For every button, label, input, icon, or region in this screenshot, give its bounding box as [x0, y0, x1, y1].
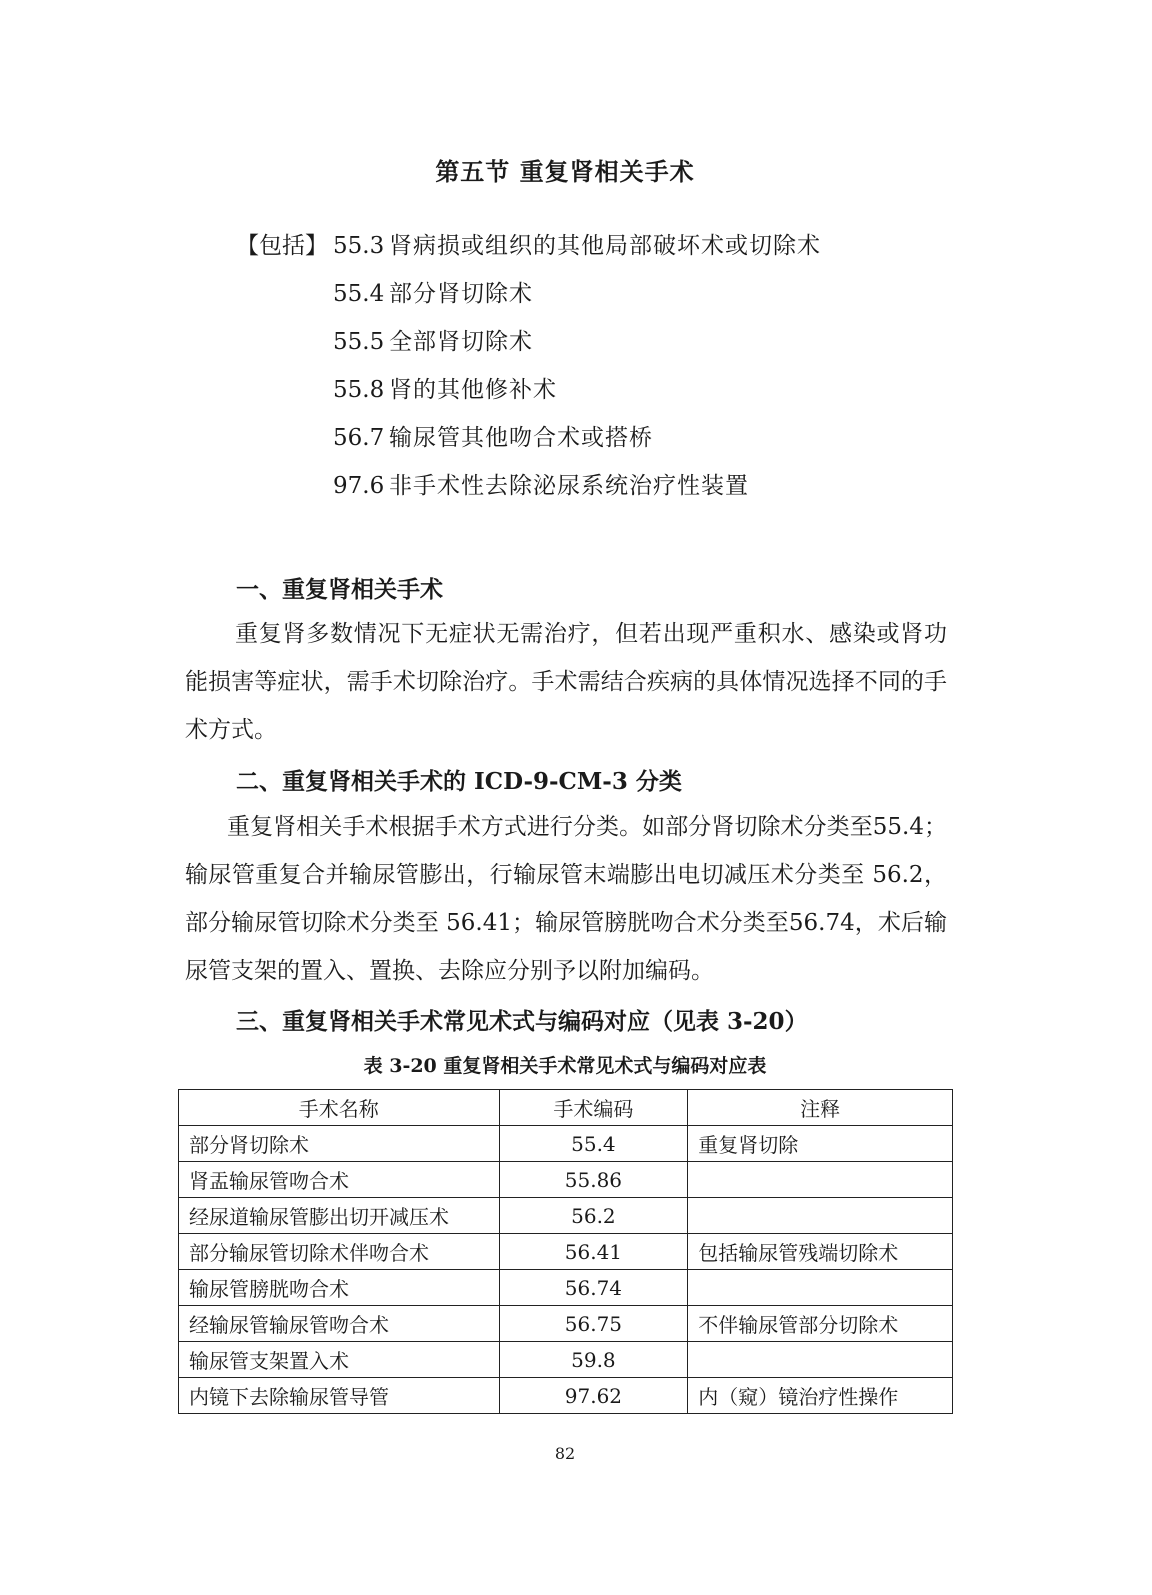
include-text: 部分肾切除术 [389, 281, 533, 307]
includes-row [236, 462, 821, 510]
include-text: 非手术性去除泌尿系统治疗性装置 [389, 473, 749, 499]
header-procedure-code: 手术编码 [499, 1090, 688, 1126]
procedure-code: 55.86 [499, 1162, 688, 1198]
procedure-code: 56.75 [499, 1306, 688, 1342]
table-row [179, 1306, 953, 1342]
procedure-code-table [178, 1089, 953, 1414]
include-text: 肾病损或组织的其他局部破坏术或切除术 [389, 233, 821, 259]
page-number: 82 [554, 1444, 576, 1463]
procedure-name: 输尿管膀胱吻合术 [179, 1270, 500, 1306]
header-note: 注释 [688, 1090, 953, 1126]
procedure-code: 56.41 [499, 1234, 688, 1270]
include-text: 全部肾切除术 [389, 329, 533, 355]
include-code: 97.6 [333, 473, 385, 499]
procedure-code: 56.2 [499, 1198, 688, 1234]
table-row [179, 1234, 953, 1270]
page-title: 第五节 重复肾相关手术 [435, 157, 695, 186]
procedure-name: 经输尿管输尿管吻合术 [179, 1306, 500, 1342]
includes-row [236, 270, 821, 318]
table-header-row [179, 1090, 953, 1126]
section-heading-3: 三、重复肾相关手术常见术式与编码对应（见表 3-20） [236, 1008, 808, 1035]
procedure-name: 肾盂输尿管吻合术 [179, 1162, 500, 1198]
table-row [179, 1270, 953, 1306]
procedure-note [688, 1342, 953, 1378]
table-row [179, 1342, 953, 1378]
procedure-name: 内镜下去除输尿管导管 [179, 1378, 500, 1414]
include-code: 56.7 [333, 425, 385, 451]
includes-row [236, 318, 821, 366]
header-procedure-name: 手术名称 [179, 1090, 500, 1126]
table-row [179, 1378, 953, 1414]
procedure-code: 55.4 [499, 1126, 688, 1162]
includes-row [236, 366, 821, 414]
procedure-note: 不伴输尿管部分切除术 [688, 1306, 953, 1342]
procedure-note: 包括输尿管残端切除术 [688, 1234, 953, 1270]
procedure-note: 重复肾切除 [688, 1126, 953, 1162]
table-row [179, 1126, 953, 1162]
section-body-1: 重复肾多数情况下无症状无需治疗，但若出现严重积水、感染或肾功能损害等症状，需手术切除治疗。手术需结合疾病的具体情况选择不同的手术方式。 [185, 621, 947, 743]
table-row [179, 1162, 953, 1198]
table-caption: 表 3-20 重复肾相关手术常见术式与编码对应表 [363, 1055, 767, 1077]
procedure-note [688, 1162, 953, 1198]
include-text: 肾的其他修补术 [389, 377, 557, 403]
section-heading-2: 二、重复肾相关手术的 ICD-9-CM-3 分类 [236, 768, 682, 795]
include-code: 55.8 [333, 377, 385, 403]
procedure-name: 经尿道输尿管膨出切开减压术 [179, 1198, 500, 1234]
procedure-note [688, 1270, 953, 1306]
procedure-name: 部分肾切除术 [179, 1126, 500, 1162]
section-body-2: 重复肾相关手术根据手术方式进行分类。如部分肾切除术分类至55.4；输尿管重复合并输尿管膨出，行输尿管末端膨出电切减压术分类至 56.2，部分输尿管切除术分类至 56.41；输尿管膀胱吻合术分类至56.74，术后输尿管支架的置入、置换、去除应分别予以附加编码。 [185, 814, 947, 984]
includes-row [236, 222, 821, 270]
procedure-code: 56.74 [499, 1270, 688, 1306]
includes-list [236, 222, 821, 510]
procedure-note: 内（窥）镜治疗性操作 [688, 1378, 953, 1414]
include-code: 55.3 [333, 233, 385, 259]
procedure-code: 97.62 [499, 1378, 688, 1414]
table-row [179, 1198, 953, 1234]
include-code: 55.5 [333, 329, 385, 355]
section-heading-1: 一、重复肾相关手术 [236, 576, 443, 603]
procedure-note [688, 1198, 953, 1234]
include-text: 输尿管其他吻合术或搭桥 [389, 425, 653, 451]
procedure-name: 输尿管支架置入术 [179, 1342, 500, 1378]
procedure-code: 59.8 [499, 1342, 688, 1378]
includes-row [236, 414, 821, 462]
procedure-name: 部分输尿管切除术伴吻合术 [179, 1234, 500, 1270]
includes-prefix: 【包括】 [236, 233, 328, 259]
include-code: 55.4 [333, 281, 385, 307]
